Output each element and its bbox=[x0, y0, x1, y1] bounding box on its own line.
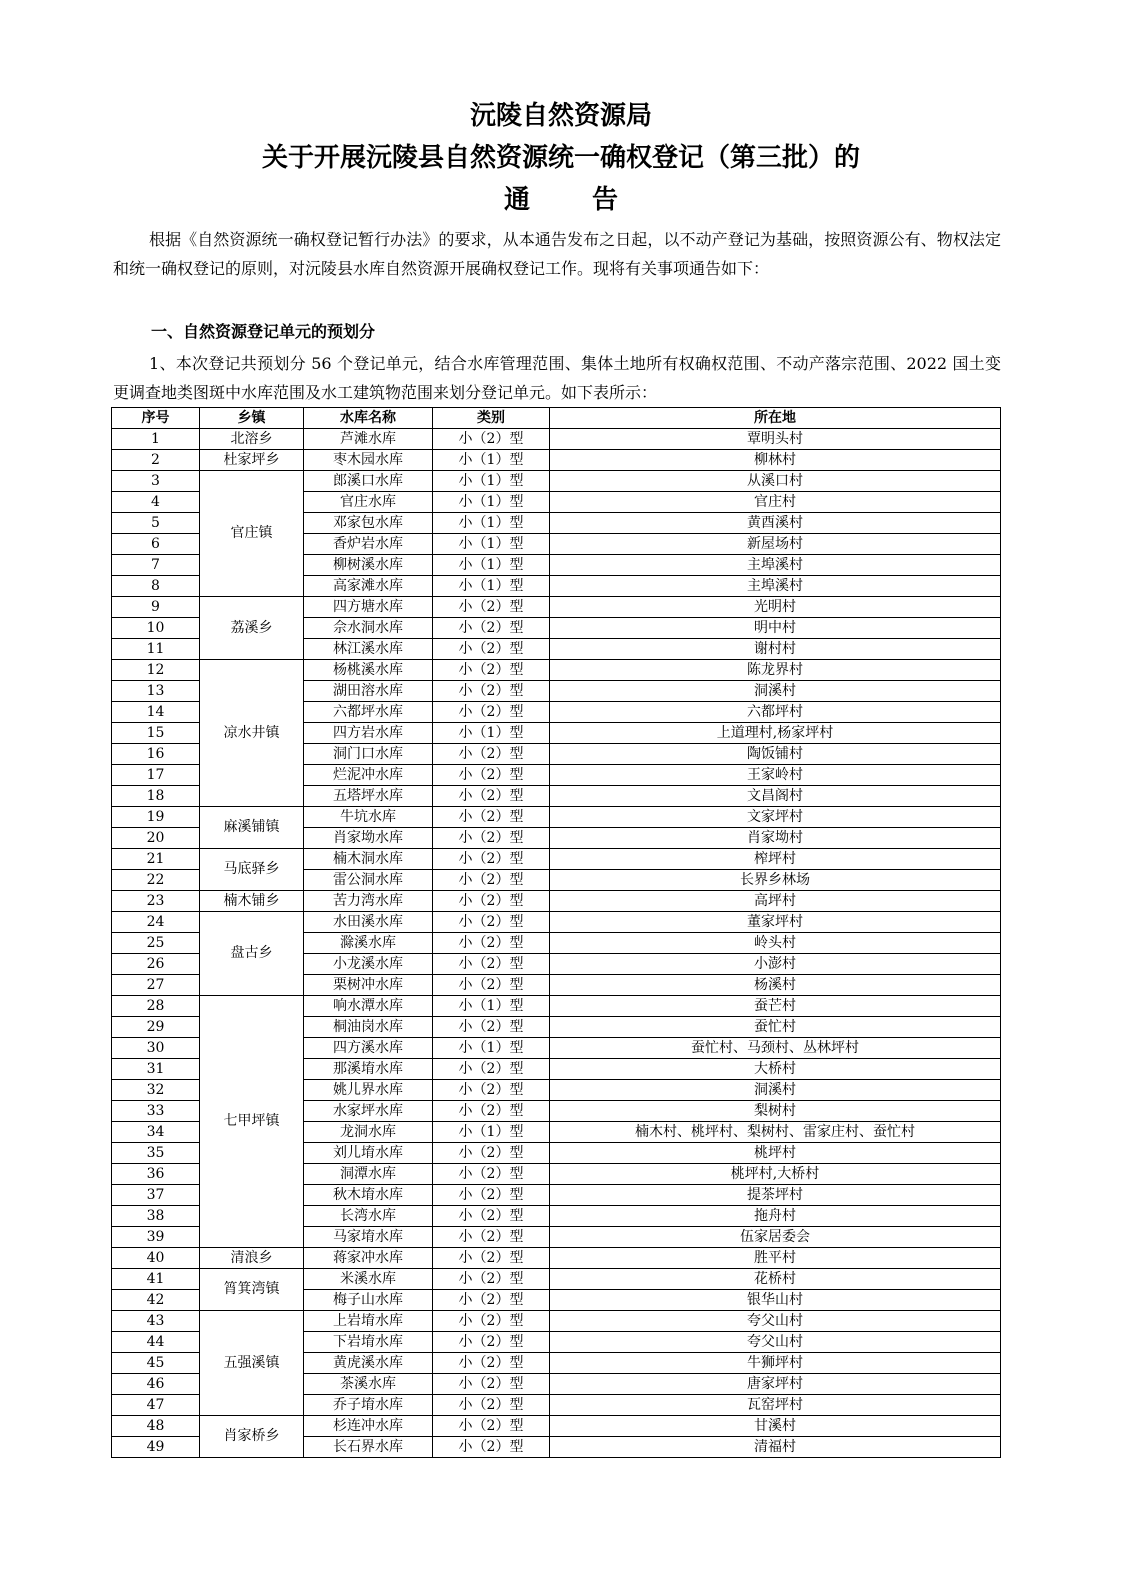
reservoir-name: 米溪水库 bbox=[304, 1269, 433, 1290]
reservoir-name: 响水潭水库 bbox=[304, 996, 433, 1017]
reservoir-location: 伍家居委会 bbox=[550, 1227, 1001, 1248]
reservoir-location: 官庄村 bbox=[550, 492, 1001, 513]
row-index: 23 bbox=[112, 891, 200, 912]
reservoir-name: 雷公洞水库 bbox=[304, 870, 433, 891]
reservoir-name: 官庄水库 bbox=[304, 492, 433, 513]
row-index: 5 bbox=[112, 513, 200, 534]
row-index: 31 bbox=[112, 1059, 200, 1080]
reservoir-location: 六都坪村 bbox=[550, 702, 1001, 723]
reservoir-name: 湖田溶水库 bbox=[304, 681, 433, 702]
row-index: 38 bbox=[112, 1206, 200, 1227]
row-index: 8 bbox=[112, 576, 200, 597]
reservoir-category: 小（2）型 bbox=[433, 1143, 550, 1164]
row-index: 45 bbox=[112, 1353, 200, 1374]
township-cell: 荔溪乡 bbox=[200, 597, 304, 660]
reservoir-location: 文昌阁村 bbox=[550, 786, 1001, 807]
reservoir-location: 拖舟村 bbox=[550, 1206, 1001, 1227]
reservoir-category: 小（2）型 bbox=[433, 639, 550, 660]
reservoir-name: 栗树冲水库 bbox=[304, 975, 433, 996]
row-index: 7 bbox=[112, 555, 200, 576]
reservoir-location: 谢村村 bbox=[550, 639, 1001, 660]
reservoir-category: 小（2）型 bbox=[433, 870, 550, 891]
township-cell: 凉水井镇 bbox=[200, 660, 304, 807]
reservoir-name: 四方塘水库 bbox=[304, 597, 433, 618]
township-cell: 杜家坪乡 bbox=[200, 450, 304, 471]
reservoir-location: 主埠溪村 bbox=[550, 555, 1001, 576]
header-township: 乡镇 bbox=[200, 408, 304, 429]
reservoir-category: 小（2）型 bbox=[433, 744, 550, 765]
row-index: 15 bbox=[112, 723, 200, 744]
row-index: 16 bbox=[112, 744, 200, 765]
row-index: 18 bbox=[112, 786, 200, 807]
reservoir-category: 小（2）型 bbox=[433, 660, 550, 681]
table-row bbox=[112, 912, 1001, 933]
reservoir-location: 楠木村、桃坪村、梨树村、雷家庄村、蚕忙村 bbox=[550, 1122, 1001, 1143]
reservoir-category: 小（2）型 bbox=[433, 849, 550, 870]
row-index: 27 bbox=[112, 975, 200, 996]
reservoir-location: 岭头村 bbox=[550, 933, 1001, 954]
reservoir-location: 大桥村 bbox=[550, 1059, 1001, 1080]
reservoir-name: 小龙溪水库 bbox=[304, 954, 433, 975]
reservoir-location: 梨树村 bbox=[550, 1101, 1001, 1122]
reservoir-location: 高坪村 bbox=[550, 891, 1001, 912]
township-cell: 马底驿乡 bbox=[200, 849, 304, 891]
row-index: 30 bbox=[112, 1038, 200, 1059]
reservoir-category: 小（2）型 bbox=[433, 1437, 550, 1458]
section-heading: 一、自然资源登记单元的预划分 bbox=[151, 322, 376, 341]
reservoir-category: 小（2）型 bbox=[433, 1206, 550, 1227]
reservoir-category: 小（1）型 bbox=[433, 723, 550, 744]
reservoir-name: 滁溪水库 bbox=[304, 933, 433, 954]
reservoir-name: 肖家坳水库 bbox=[304, 828, 433, 849]
reservoir-name: 林江溪水库 bbox=[304, 639, 433, 660]
table-row bbox=[112, 1269, 1001, 1290]
row-index: 13 bbox=[112, 681, 200, 702]
reservoir-category: 小（2）型 bbox=[433, 1080, 550, 1101]
reservoir-category: 小（2）型 bbox=[433, 429, 550, 450]
township-cell: 官庄镇 bbox=[200, 471, 304, 597]
reservoir-category: 小（2）型 bbox=[433, 828, 550, 849]
reservoir-category: 小（2）型 bbox=[433, 1416, 550, 1437]
registration-units-table bbox=[111, 407, 1001, 1458]
section-paragraph: 1、本次登记共预划分 56 个登记单元，结合水库管理范围、集体土地所有权确权范围、不动产落宗范围、2022 国土变更调查地类图斑中水库范围及水工建筑物范围来划分登记单元。如下表所示： bbox=[113, 354, 1001, 402]
reservoir-name: 那溪堉水库 bbox=[304, 1059, 433, 1080]
reservoir-location: 陈龙界村 bbox=[550, 660, 1001, 681]
reservoir-category: 小（1）型 bbox=[433, 576, 550, 597]
reservoir-location: 夸父山村 bbox=[550, 1332, 1001, 1353]
reservoir-name: 长湾水库 bbox=[304, 1206, 433, 1227]
reservoir-name: 郎溪口水库 bbox=[304, 471, 433, 492]
reservoir-category: 小（2）型 bbox=[433, 1353, 550, 1374]
reservoir-name: 洞潭水库 bbox=[304, 1164, 433, 1185]
reservoir-name: 水田溪水库 bbox=[304, 912, 433, 933]
township-cell: 北溶乡 bbox=[200, 429, 304, 450]
reservoir-location: 董家坪村 bbox=[550, 912, 1001, 933]
header-category: 类别 bbox=[433, 408, 550, 429]
reservoir-name: 牛坑水库 bbox=[304, 807, 433, 828]
header-index: 序号 bbox=[112, 408, 200, 429]
reservoir-category: 小（2）型 bbox=[433, 975, 550, 996]
table-row bbox=[112, 849, 1001, 870]
reservoir-category: 小（2）型 bbox=[433, 618, 550, 639]
reservoir-location: 蚕忙村、马颈村、丛林坪村 bbox=[550, 1038, 1001, 1059]
table-row bbox=[112, 471, 1001, 492]
row-index: 2 bbox=[112, 450, 200, 471]
reservoir-name: 桐油岗水库 bbox=[304, 1017, 433, 1038]
reservoir-category: 小（2）型 bbox=[433, 1227, 550, 1248]
reservoir-category: 小（2）型 bbox=[433, 786, 550, 807]
reservoir-location: 夸父山村 bbox=[550, 1311, 1001, 1332]
table-row bbox=[112, 807, 1001, 828]
township-cell: 盘古乡 bbox=[200, 912, 304, 996]
header-reservoir-name: 水库名称 bbox=[304, 408, 433, 429]
reservoir-location: 榨坪村 bbox=[550, 849, 1001, 870]
intro-paragraph: 根据《自然资源统一确权登记暂行办法》的要求，从本通告发布之日起，以不动产登记为基础，按照资源公有、物权法定和统一确权登记的原则，对沅陵县水库自然资源开展确权登记工作。现将有关事项通告如下： bbox=[113, 230, 1001, 278]
table-row bbox=[112, 1248, 1001, 1269]
table-row bbox=[112, 1311, 1001, 1332]
row-index: 19 bbox=[112, 807, 200, 828]
reservoir-category: 小（2）型 bbox=[433, 1101, 550, 1122]
reservoir-name: 梅子山水库 bbox=[304, 1290, 433, 1311]
row-index: 17 bbox=[112, 765, 200, 786]
reservoir-location: 王家岭村 bbox=[550, 765, 1001, 786]
row-index: 12 bbox=[112, 660, 200, 681]
row-index: 21 bbox=[112, 849, 200, 870]
reservoir-category: 小（2）型 bbox=[433, 1059, 550, 1080]
table-row bbox=[112, 996, 1001, 1017]
reservoir-category: 小（1）型 bbox=[433, 450, 550, 471]
row-index: 43 bbox=[112, 1311, 200, 1332]
reservoir-name: 杨桃溪水库 bbox=[304, 660, 433, 681]
reservoir-category: 小（2）型 bbox=[433, 1395, 550, 1416]
reservoir-category: 小（1）型 bbox=[433, 534, 550, 555]
reservoir-name: 洞门口水库 bbox=[304, 744, 433, 765]
reservoir-location: 提茶坪村 bbox=[550, 1185, 1001, 1206]
reservoir-name: 烂泥冲水库 bbox=[304, 765, 433, 786]
reservoir-name: 高家滩水库 bbox=[304, 576, 433, 597]
row-index: 11 bbox=[112, 639, 200, 660]
reservoir-location: 清福村 bbox=[550, 1437, 1001, 1458]
row-index: 25 bbox=[112, 933, 200, 954]
reservoir-name: 香炉岩水库 bbox=[304, 534, 433, 555]
reservoir-name: 枣木园水库 bbox=[304, 450, 433, 471]
table-row bbox=[112, 597, 1001, 618]
notice-subject-title: 关于开展沅陵县自然资源统一确权登记（第三批）的 bbox=[261, 143, 860, 173]
township-cell: 七甲坪镇 bbox=[200, 996, 304, 1248]
reservoir-name: 五塔坪水库 bbox=[304, 786, 433, 807]
row-index: 6 bbox=[112, 534, 200, 555]
reservoir-name: 柳树溪水库 bbox=[304, 555, 433, 576]
table-row bbox=[112, 450, 1001, 471]
reservoir-location: 新屋场村 bbox=[550, 534, 1001, 555]
row-index: 46 bbox=[112, 1374, 200, 1395]
reservoir-name: 杉连冲水库 bbox=[304, 1416, 433, 1437]
reservoir-name: 乔子堉水库 bbox=[304, 1395, 433, 1416]
reservoir-location: 唐家坪村 bbox=[550, 1374, 1001, 1395]
reservoir-category: 小（2）型 bbox=[433, 1311, 550, 1332]
reservoir-location: 杨溪村 bbox=[550, 975, 1001, 996]
reservoir-name: 水家坪水库 bbox=[304, 1101, 433, 1122]
reservoir-location: 光明村 bbox=[550, 597, 1001, 618]
reservoir-location: 银华山村 bbox=[550, 1290, 1001, 1311]
row-index: 28 bbox=[112, 996, 200, 1017]
table-body bbox=[112, 429, 1001, 1458]
row-index: 32 bbox=[112, 1080, 200, 1101]
row-index: 24 bbox=[112, 912, 200, 933]
reservoir-name: 刘儿堉水库 bbox=[304, 1143, 433, 1164]
reservoir-category: 小（2）型 bbox=[433, 1248, 550, 1269]
reservoir-category: 小（2）型 bbox=[433, 1017, 550, 1038]
row-index: 3 bbox=[112, 471, 200, 492]
reservoir-location: 覃明头村 bbox=[550, 429, 1001, 450]
reservoir-location: 桃坪村,大桥村 bbox=[550, 1164, 1001, 1185]
reservoir-category: 小（1）型 bbox=[433, 1038, 550, 1059]
reservoir-category: 小（1）型 bbox=[433, 1122, 550, 1143]
row-index: 1 bbox=[112, 429, 200, 450]
reservoir-location: 桃坪村 bbox=[550, 1143, 1001, 1164]
township-cell: 筲箕湾镇 bbox=[200, 1269, 304, 1311]
row-index: 20 bbox=[112, 828, 200, 849]
reservoir-name: 黄虎溪水库 bbox=[304, 1353, 433, 1374]
row-index: 40 bbox=[112, 1248, 200, 1269]
table-row bbox=[112, 660, 1001, 681]
row-index: 26 bbox=[112, 954, 200, 975]
row-index: 33 bbox=[112, 1101, 200, 1122]
header-location: 所在地 bbox=[550, 408, 1001, 429]
reservoir-category: 小（2）型 bbox=[433, 1290, 550, 1311]
reservoir-name: 六都坪水库 bbox=[304, 702, 433, 723]
reservoir-name: 马家堉水库 bbox=[304, 1227, 433, 1248]
reservoir-name: 下岩堉水库 bbox=[304, 1332, 433, 1353]
row-index: 9 bbox=[112, 597, 200, 618]
reservoir-location: 明中村 bbox=[550, 618, 1001, 639]
reservoir-category: 小（2）型 bbox=[433, 1374, 550, 1395]
reservoir-location: 甘溪村 bbox=[550, 1416, 1001, 1437]
reservoir-location: 洞溪村 bbox=[550, 1080, 1001, 1101]
reservoir-name: 佘水洞水库 bbox=[304, 618, 433, 639]
reservoir-location: 胜平村 bbox=[550, 1248, 1001, 1269]
reservoir-name: 姚儿界水库 bbox=[304, 1080, 433, 1101]
row-index: 39 bbox=[112, 1227, 200, 1248]
table-row bbox=[112, 891, 1001, 912]
row-index: 4 bbox=[112, 492, 200, 513]
row-index: 41 bbox=[112, 1269, 200, 1290]
reservoir-location: 主埠溪村 bbox=[550, 576, 1001, 597]
reservoir-name: 苦力湾水库 bbox=[304, 891, 433, 912]
reservoir-category: 小（2）型 bbox=[433, 1332, 550, 1353]
reservoir-location: 蚕芒村 bbox=[550, 996, 1001, 1017]
row-index: 49 bbox=[112, 1437, 200, 1458]
reservoir-name: 邓家包水库 bbox=[304, 513, 433, 534]
reservoir-category: 小（1）型 bbox=[433, 996, 550, 1017]
reservoir-location: 黄酉溪村 bbox=[550, 513, 1001, 534]
row-index: 34 bbox=[112, 1122, 200, 1143]
notice-title: 通告 bbox=[503, 185, 680, 215]
reservoir-location: 瓦窑坪村 bbox=[550, 1395, 1001, 1416]
township-cell: 麻溪铺镇 bbox=[200, 807, 304, 849]
row-index: 29 bbox=[112, 1017, 200, 1038]
reservoir-category: 小（2）型 bbox=[433, 912, 550, 933]
reservoir-location: 牛狮坪村 bbox=[550, 1353, 1001, 1374]
row-index: 14 bbox=[112, 702, 200, 723]
reservoir-category: 小（1）型 bbox=[433, 555, 550, 576]
reservoir-category: 小（2）型 bbox=[433, 702, 550, 723]
table-row bbox=[112, 1416, 1001, 1437]
reservoir-category: 小（2）型 bbox=[433, 1269, 550, 1290]
reservoir-category: 小（2）型 bbox=[433, 954, 550, 975]
reservoir-category: 小（2）型 bbox=[433, 933, 550, 954]
township-cell: 清浪乡 bbox=[200, 1248, 304, 1269]
table-header-row bbox=[112, 408, 1001, 429]
reservoir-category: 小（2）型 bbox=[433, 1185, 550, 1206]
reservoir-category: 小（1）型 bbox=[433, 471, 550, 492]
reservoir-name: 秋木堉水库 bbox=[304, 1185, 433, 1206]
reservoir-name: 楠木洞水库 bbox=[304, 849, 433, 870]
reservoir-category: 小（2）型 bbox=[433, 807, 550, 828]
reservoir-category: 小（2）型 bbox=[433, 765, 550, 786]
row-index: 47 bbox=[112, 1395, 200, 1416]
reservoir-location: 花桥村 bbox=[550, 1269, 1001, 1290]
row-index: 35 bbox=[112, 1143, 200, 1164]
reservoir-category: 小（2）型 bbox=[433, 597, 550, 618]
reservoir-category: 小（1）型 bbox=[433, 492, 550, 513]
reservoir-category: 小（1）型 bbox=[433, 513, 550, 534]
reservoir-location: 陶饭铺村 bbox=[550, 744, 1001, 765]
township-cell: 楠木铺乡 bbox=[200, 891, 304, 912]
reservoir-location: 肖家坳村 bbox=[550, 828, 1001, 849]
reservoir-category: 小（2）型 bbox=[433, 1164, 550, 1185]
reservoir-name: 长石界水库 bbox=[304, 1437, 433, 1458]
reservoir-name: 蒋家冲水库 bbox=[304, 1248, 433, 1269]
row-index: 44 bbox=[112, 1332, 200, 1353]
reservoir-name: 四方岩水库 bbox=[304, 723, 433, 744]
reservoir-location: 从溪口村 bbox=[550, 471, 1001, 492]
reservoir-location: 小澎村 bbox=[550, 954, 1001, 975]
row-index: 37 bbox=[112, 1185, 200, 1206]
reservoir-location: 柳林村 bbox=[550, 450, 1001, 471]
township-cell: 肖家桥乡 bbox=[200, 1416, 304, 1458]
reservoir-location: 蚕忙村 bbox=[550, 1017, 1001, 1038]
row-index: 36 bbox=[112, 1164, 200, 1185]
reservoir-location: 上道理村,杨家坪村 bbox=[550, 723, 1001, 744]
row-index: 10 bbox=[112, 618, 200, 639]
reservoir-name: 芦滩水库 bbox=[304, 429, 433, 450]
township-cell: 五强溪镇 bbox=[200, 1311, 304, 1416]
table-row bbox=[112, 429, 1001, 450]
reservoir-name: 龙洞水库 bbox=[304, 1122, 433, 1143]
issuer-title: 沅陵自然资源局 bbox=[469, 101, 652, 131]
reservoir-category: 小（2）型 bbox=[433, 891, 550, 912]
row-index: 48 bbox=[112, 1416, 200, 1437]
row-index: 42 bbox=[112, 1290, 200, 1311]
reservoir-category: 小（2）型 bbox=[433, 681, 550, 702]
reservoir-name: 上岩堉水库 bbox=[304, 1311, 433, 1332]
reservoir-location: 文家坪村 bbox=[550, 807, 1001, 828]
reservoir-name: 四方溪水库 bbox=[304, 1038, 433, 1059]
reservoir-location: 洞溪村 bbox=[550, 681, 1001, 702]
row-index: 22 bbox=[112, 870, 200, 891]
reservoir-name: 茶溪水库 bbox=[304, 1374, 433, 1395]
reservoir-location: 长界乡林场 bbox=[550, 870, 1001, 891]
